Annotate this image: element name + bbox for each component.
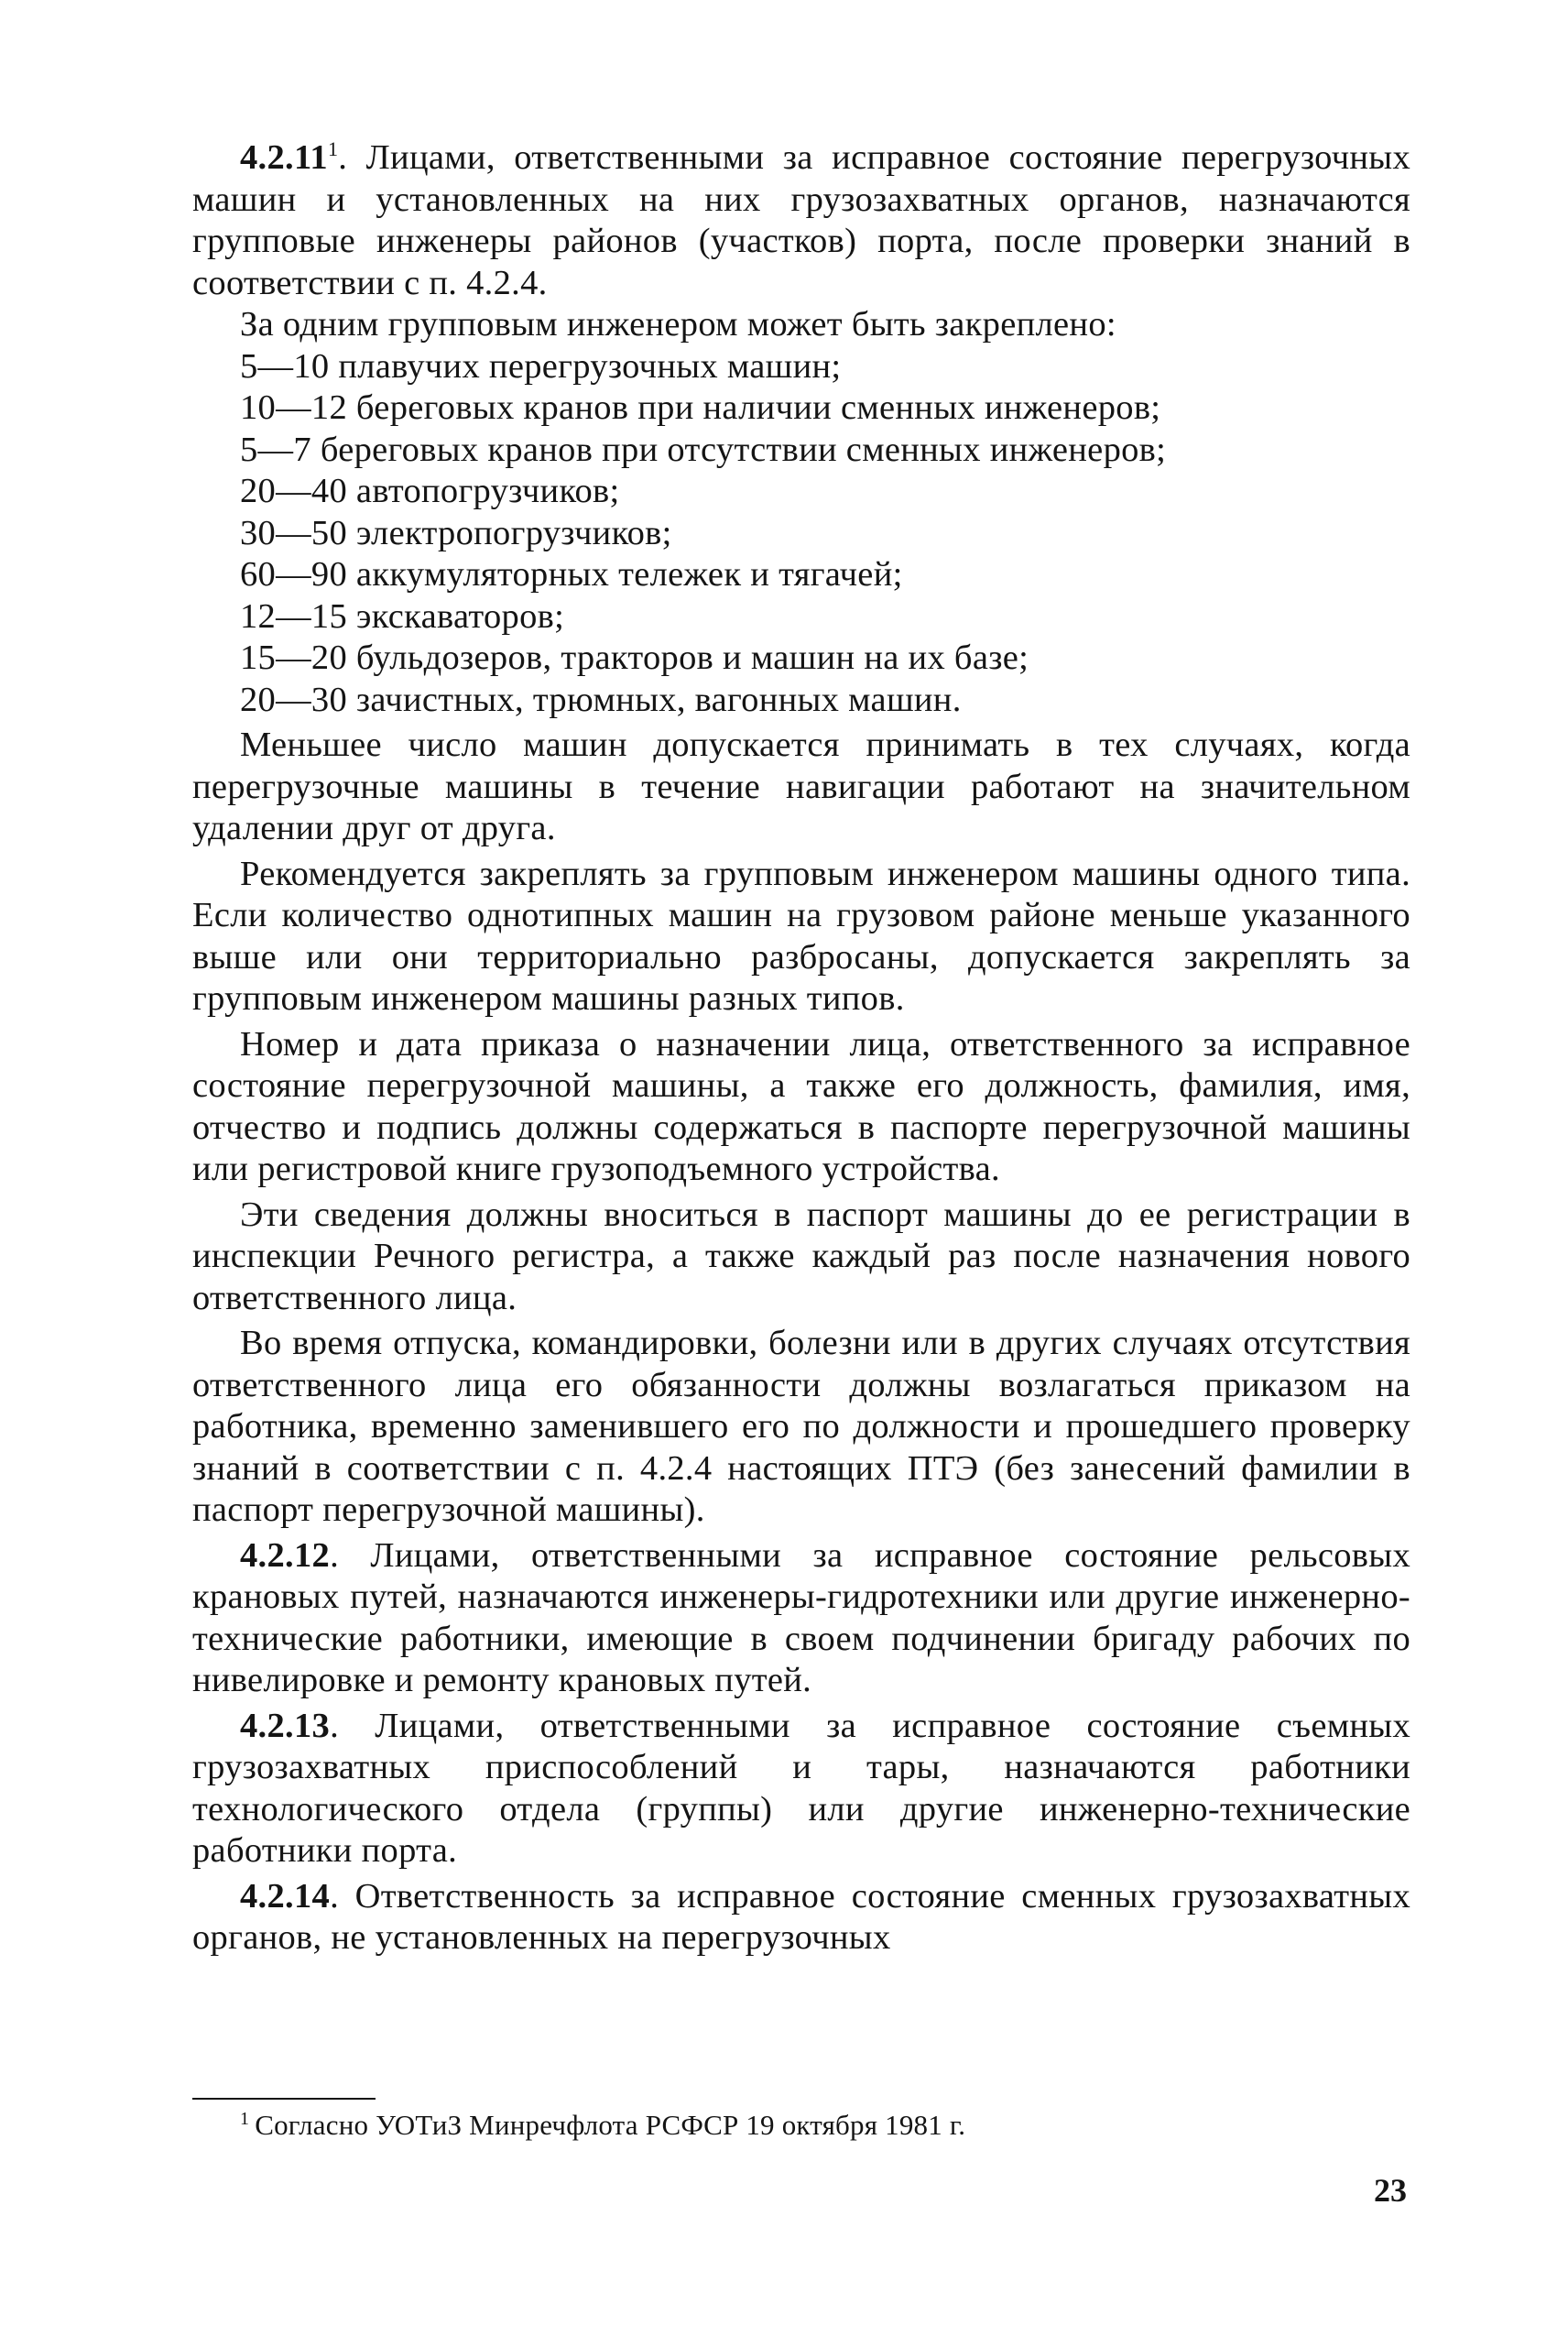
list-item: 5—10 плавучих перегрузочных машин;	[240, 346, 842, 386]
list-item: 12—15 экскаваторов;	[240, 596, 565, 636]
paragraph-4-2-13	[192, 1706, 1410, 1872]
footnote	[240, 2107, 965, 2144]
paragraph-text: . Лицами, ответственными за исправное состояние перегрузочных машин и установленных на них грузозахватных органов, назначаются групповые инженеры районов (участков) порта, после проверки знаний в соответствии с п. 4.2.4.	[192, 138, 1410, 302]
page-number: 23	[1374, 2172, 1407, 2209]
footnote-mark: 1	[240, 2108, 250, 2129]
page-body	[192, 137, 1410, 1959]
footnote-divider	[192, 2098, 376, 2100]
paragraph-4-2-12	[192, 1535, 1410, 1702]
list-item: 15—20 бульдозеров, тракторов и машин на их базе;	[240, 639, 1029, 677]
paragraph-4-2-11	[192, 137, 1410, 304]
footnote-text: Согласно УОТиЗ Минречфлота РСФСР 19 октября 1981 г.	[255, 2109, 966, 2141]
list-item: 20—40 автопогрузчиков;	[240, 472, 620, 510]
paragraph-text: . Ответственность за исправное состояние сменных грузозахватных органов, не установленных на перегрузочных	[192, 1876, 1410, 1957]
section-number: 4.2.14	[240, 1876, 331, 1916]
paragraph-registration-info: Эти сведения должны вноситься в паспорт машины до ее регистрации в инспекции Речного регистра, а также каждый раз после назначения нового ответственного лица.	[192, 1195, 1410, 1317]
section-number: 4.2.11	[240, 138, 328, 177]
paragraph-text: . Лицами, ответственными за исправное состояние рельсовых крановых путей, назначаются инженеры-гидротехники или другие инженерно-технические работники, имеющие в своем подчинении бригаду рабочих по нивелировке и ремонту крановых путей.	[192, 1535, 1410, 1699]
machine-quota-list	[192, 346, 1410, 722]
paragraph-recommendation: Рекомендуется закреплять за групповым инженером машины одного типа. Если количество однотипных машин на грузовом районе меньше указанного выше или они территориально разбросаны, допускается закреплять за групповым инженером машины разных типов.	[192, 854, 1410, 1018]
section-number: 4.2.12	[240, 1535, 331, 1575]
paragraph-order-details: Номер и дата приказа о назначении лица, ответственного за исправное состояние перегрузочной машины, а также его должность, фамилия, имя, отчество и подпись должны содержаться в паспорте перегрузочной машины или регистровой книге грузоподъемного устройства.	[192, 1024, 1410, 1188]
section-number: 4.2.13	[240, 1706, 331, 1745]
paragraph-text: . Лицами, ответственными за исправное состояние съемных грузозахватных приспособлений и тары, назначаются работники технологического отдела (группы) или другие инженерно-технические работники порта.	[192, 1706, 1410, 1870]
list-item: 20—30 зачистных, трюмных, вагонных машин.	[240, 680, 962, 719]
list-intro: За одним групповым инженером может быть закреплено:	[240, 305, 1116, 344]
list-item: 10—12 береговых кранов при наличии сменных инженеров;	[240, 388, 1161, 427]
list-item: 60—90 аккумуляторных тележек и тягачей;	[240, 555, 903, 594]
footnote-reference: 1	[327, 137, 339, 161]
list-item: 5—7 береговых кранов при отсутствии сменных инженеров;	[240, 430, 1167, 469]
list-item: 30—50 электропогрузчиков;	[240, 513, 672, 552]
paragraph-absence: Во время отпуска, командировки, болезни или в других случаях отсутствия ответственного лица его обязанности должны возлагаться приказом на работника, временно заменившего его по должности и прошедшего проверку знаний в соответствии с п. 4.2.4 настоящих ПТЭ (без занесений фамилии в паспорт перегрузочной машины).	[192, 1324, 1410, 1529]
paragraph-4-2-14	[192, 1876, 1410, 1959]
paragraph-fewer-machines: Меньшее число машин допускается принимать в тех случаях, когда перегрузочные машины в течение навигации работают на значительном удалении друг от друга.	[192, 726, 1410, 847]
